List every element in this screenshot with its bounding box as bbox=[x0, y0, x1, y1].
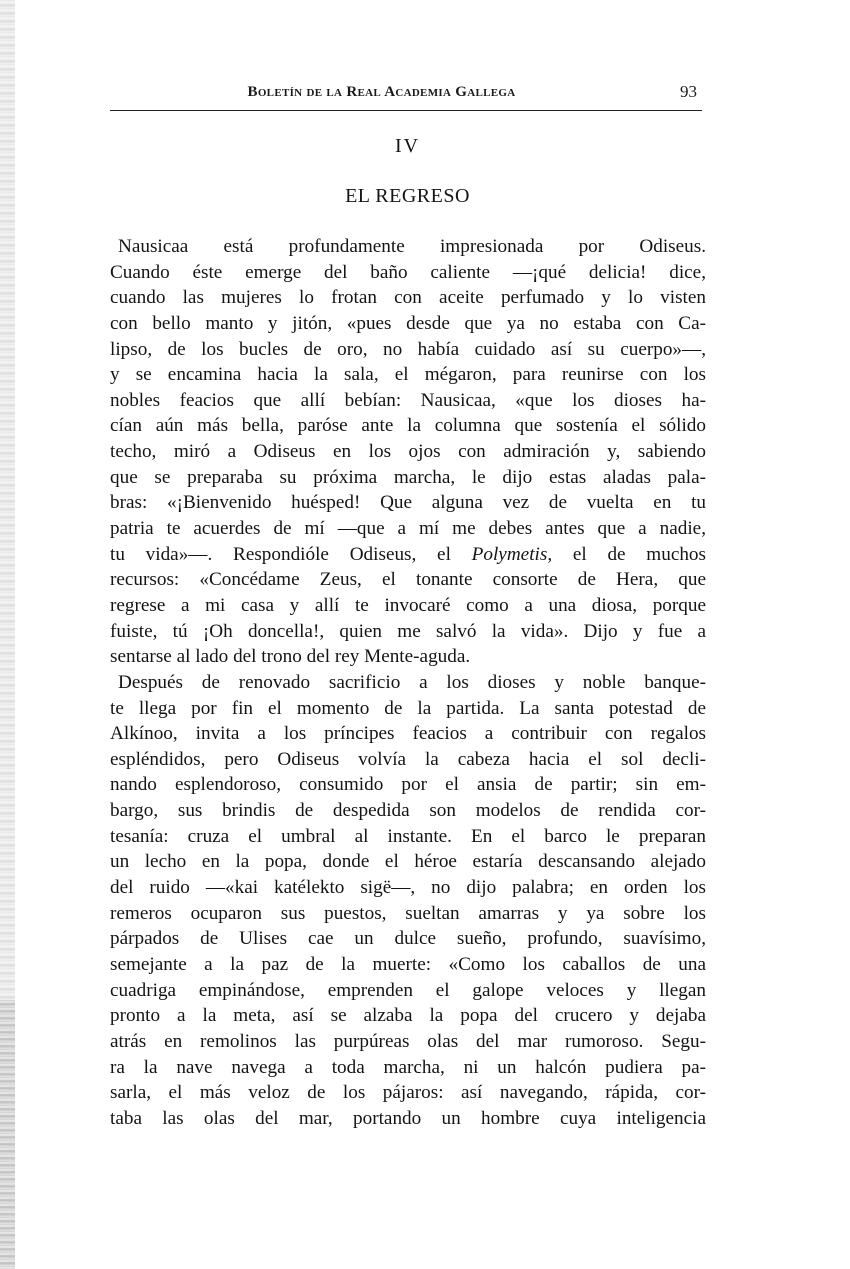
text-line: lipso, de los bucles de oro, no había cuidado así su cuerpo»—, bbox=[110, 338, 706, 360]
paragraph-2 bbox=[110, 670, 706, 1132]
body-text bbox=[110, 234, 706, 1131]
chapter-title: EL REGRESO bbox=[345, 185, 470, 207]
text-line: que se preparaba su próxima marcha, le dijo estas aladas pala- bbox=[110, 466, 706, 488]
text-line: semejante a la paz de la muerte: «Como los caballos de una bbox=[110, 953, 706, 975]
running-head bbox=[110, 84, 705, 108]
text-line: recursos: «Concédame Zeus, el tonante consorte de Hera, que bbox=[110, 569, 706, 591]
text-line: Alkínoo, invita a los príncipes feacios a contribuir con regalos bbox=[110, 723, 706, 745]
text-line: con bello manto y jitón, «pues desde que ya no estaba con Ca- bbox=[110, 312, 706, 334]
text-line: fuiste, tú ¡Oh doncella!, quien me salvó la vida». Dijo y fue a bbox=[110, 620, 706, 642]
text-line: Cuando éste emerge del baño caliente —¡qué delicia! dice, bbox=[110, 261, 706, 283]
text-line: Después de renovado sacrificio a los dioses y noble banque- bbox=[118, 671, 706, 693]
italic-term: Polymetis, bbox=[471, 543, 553, 565]
text-line: y se encamina hacia la sala, el mégaron, para reunirse con los bbox=[110, 364, 706, 386]
text-line: ra la nave navega a toda marcha, ni un halcón pudiera pa- bbox=[110, 1056, 706, 1078]
text-line: te llega por fin el momento de la partida. La santa potestad de bbox=[110, 697, 706, 719]
text-line: tesanía: cruza el umbral al instante. En el barco le preparan bbox=[110, 825, 706, 847]
paragraph-1 bbox=[110, 234, 706, 670]
text-line: bras: «¡Bienvenido huésped! Que alguna vez de vuelta en tu bbox=[110, 492, 706, 514]
text-line: nando esplendoroso, consumido por el ansia de partir; sin em- bbox=[110, 774, 706, 796]
text-line: sentarse al lado del trono del rey Mente-aguda. bbox=[110, 646, 471, 668]
journal-title: Boletín de la Real Academia Gallega bbox=[247, 84, 516, 100]
text-line: cuadriga empinándose, emprenden el galope veloces y llegan bbox=[110, 979, 706, 1001]
text-line: atrás en remolinos las purpúreas olas del mar rumoroso. Segu- bbox=[110, 1030, 706, 1052]
text-segment: el de muchos bbox=[552, 543, 706, 565]
text-line-with-italic bbox=[110, 542, 706, 568]
header-rule-divider bbox=[110, 110, 702, 111]
text-line: cían aún más bella, paróse ante la columna que sostenía el sólido bbox=[110, 415, 706, 437]
text-line: Nausicaa está profundamente impresionada por Odiseus. bbox=[118, 236, 706, 257]
text-line: bargo, sus brindis de despedida son modelos de rendida cor- bbox=[110, 800, 706, 822]
chapter-number: IV bbox=[394, 135, 421, 157]
text-line: espléndidos, pero Odiseus volvía la cabeza hacia el sol decli- bbox=[110, 748, 706, 770]
text-line: remeros ocuparon sus puestos, sueltan amarras y ya sobre los bbox=[110, 902, 706, 924]
text-line: del ruido —«kai katélekto sigë—, no dijo palabra; en orden los bbox=[110, 877, 706, 899]
text-line: pronto a la meta, así se alzaba la popa del crucero y dejaba bbox=[110, 1005, 706, 1027]
scanned-page-edge-lower bbox=[0, 1000, 15, 1269]
text-line: un lecho en la popa, donde el héroe estaría descansando alejado bbox=[110, 851, 706, 873]
text-line: párpados de Ulises cae un dulce sueño, profundo, suavísimo, bbox=[110, 928, 706, 950]
text-line: taba las olas del mar, portando un hombre cuya inteligencia bbox=[110, 1107, 706, 1129]
text-segment: tu vida»—. Respondióle Odiseus, el bbox=[110, 543, 472, 565]
text-line: regrese a mi casa y allí te invocaré como a una diosa, porque bbox=[110, 594, 706, 616]
text-line: patria te acuerdes de mí —que a mí me debes antes que a nadie, bbox=[110, 518, 706, 540]
page-number: 93 bbox=[680, 82, 697, 101]
text-line: cuando las mujeres lo frotan con aceite perfumado y lo visten bbox=[110, 287, 706, 309]
text-line: techo, miró a Odiseus en los ojos con admiración y, sabiendo bbox=[110, 441, 706, 463]
text-line: sarla, el más veloz de los pájaros: así navegando, rápida, cor- bbox=[110, 1082, 706, 1104]
text-line: nobles feacios que allí bebían: Nausicaa, «que los dioses ha- bbox=[110, 389, 706, 411]
